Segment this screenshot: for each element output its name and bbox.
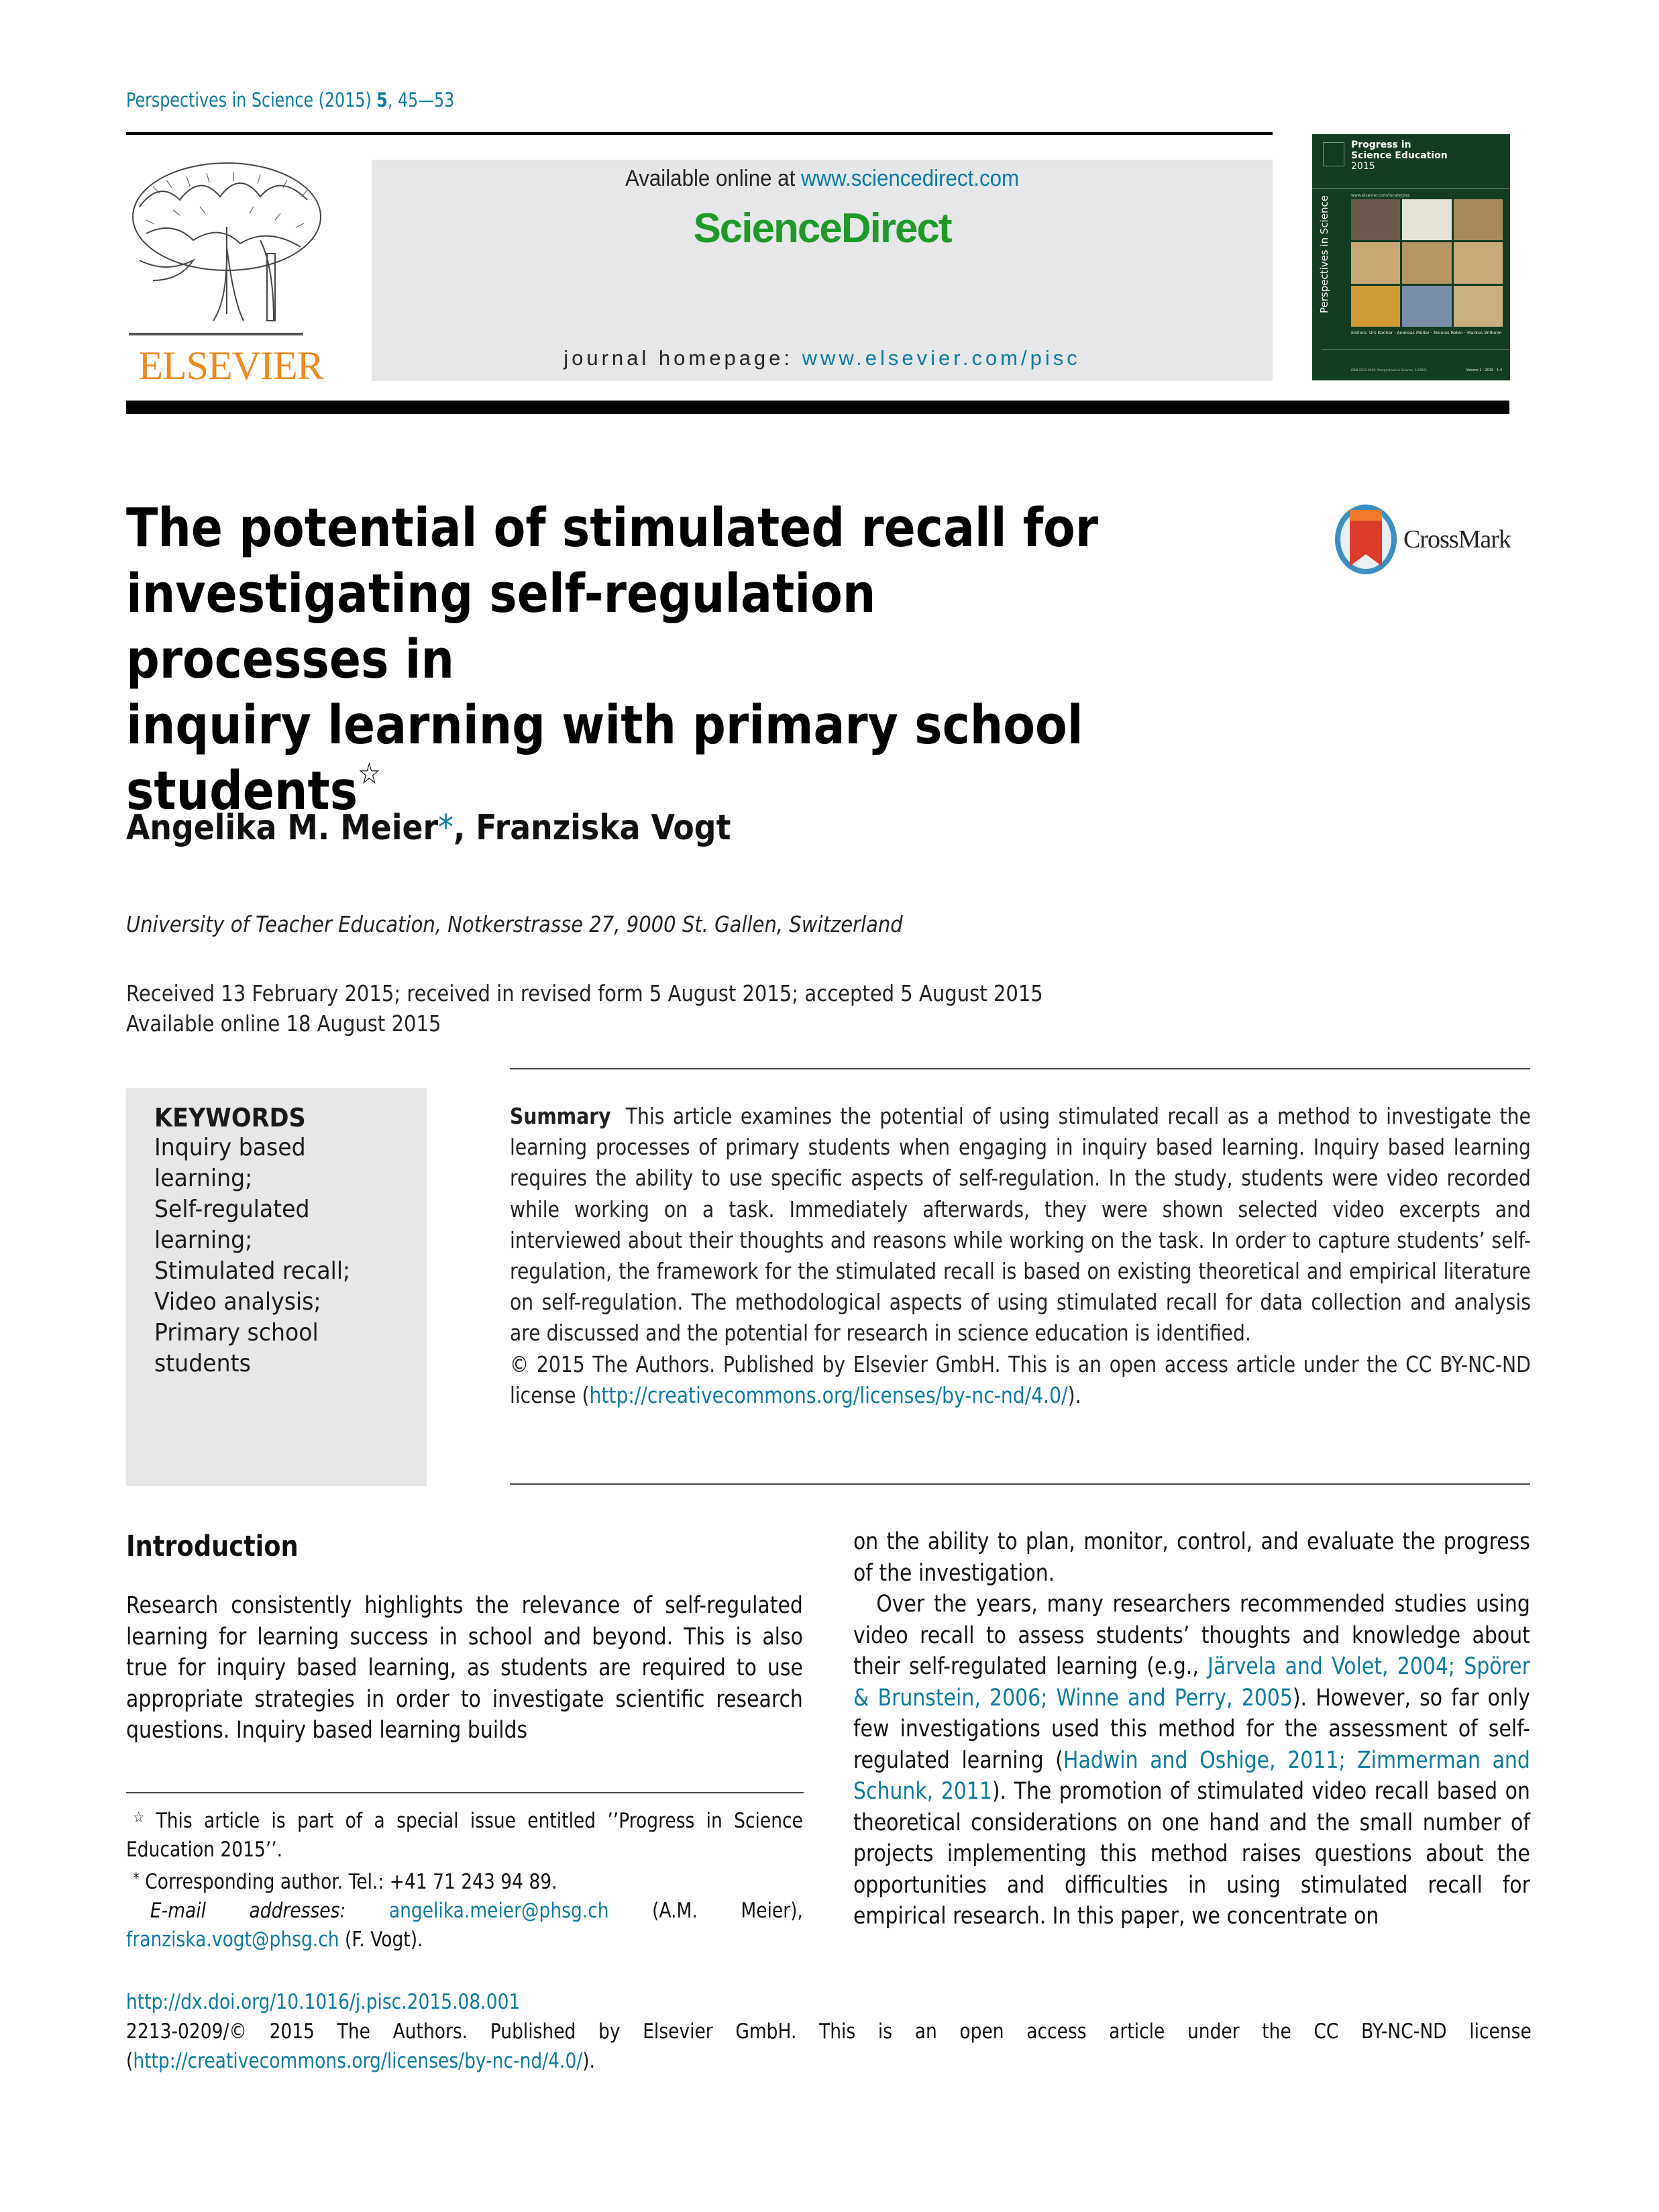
crossmark-badge[interactable] bbox=[1335, 505, 1536, 578]
intro-paragraph-1-continued: on the ability to plan, monitor, control, and evaluate the progress of the investigation. bbox=[853, 1528, 1530, 1587]
keyword-line: Video analysis; bbox=[154, 1288, 321, 1316]
cover-title-line1: Progress in bbox=[1351, 140, 1411, 150]
footnote-rule bbox=[126, 1792, 804, 1793]
footnote-asterisk-icon: * bbox=[133, 1871, 140, 1887]
abstract-bottom-rule bbox=[510, 1483, 1530, 1485]
citation-link[interactable]: Hadwin and Oshige, 2011; Zimmerman and Schunk, 2011 bbox=[853, 1746, 1530, 1805]
intro-right-column bbox=[853, 1526, 1530, 1932]
available-online-date: Available online 18 August 2015 bbox=[126, 1010, 441, 1037]
journal-citation bbox=[126, 89, 454, 111]
crossmark-label: CrossMark bbox=[1403, 525, 1511, 554]
title-line: inquiry learning with primary school bbox=[126, 694, 1083, 756]
cover-year: 2015 bbox=[1351, 161, 1375, 172]
keyword-line: learning; bbox=[154, 1226, 253, 1254]
homepage-label: journal homepage: bbox=[564, 346, 802, 370]
email-link[interactable]: angelika.meier@phsg.ch bbox=[388, 1899, 609, 1923]
intro-paragraph-2 bbox=[853, 1589, 1530, 1932]
cover-volume: Volume 1 · 2015 · 1-4 bbox=[1466, 368, 1502, 372]
footnote-corresponding: Corresponding author. Tel.: +41 71 243 94 89. bbox=[145, 1870, 557, 1894]
cover-elsevier-logo bbox=[1323, 142, 1344, 166]
sciencedirect-logo: ScienceDirect bbox=[693, 205, 951, 252]
footnote-special-issue: This article is part of a special issue entitled ’’Progress in Science Education 2015’’. bbox=[126, 1809, 803, 1862]
keyword-line: Inquiry based bbox=[154, 1134, 306, 1161]
article-history bbox=[126, 978, 1043, 1039]
author-list bbox=[126, 808, 731, 848]
author-name[interactable]: Angelika M. Meier bbox=[126, 808, 439, 848]
copyright-text: © 2015 The Authors. Published by Elsevier GmbH. This is an open access article under the CC BY-NC-ND license ( bbox=[510, 1351, 1531, 1408]
cover-editors: Editors: Urs Kocher · Andreas Müller · Nicolas Robin · Markus Wilhelm bbox=[1351, 330, 1502, 335]
journal-name: Perspectives in Science (2015) bbox=[126, 89, 377, 111]
cover-rule bbox=[1312, 188, 1510, 189]
paragraph-text: ). However, so far only few investigations used this method for the assessment of self-regulated learning ( bbox=[853, 1684, 1530, 1774]
keyword-line: students bbox=[154, 1350, 251, 1377]
page-footer bbox=[126, 1987, 1532, 2076]
intro-paragraph-1: Research consistently highlights the relevance of self-regulated learning for learning success in school and beyond. This is also true for inquiry based learning, as students are required to use appropriate strategies in order to investigate scientific research questions. Inquiry based learning builds bbox=[126, 1592, 803, 1744]
paragraph-text: ). The promotion of stimulated video recall based on theoretical considerations on one hand and the small number of projects implementing this method raises questions about the opportunities and difficulties in using stimulated recall for empirical research. In this paper, we concentrate on bbox=[853, 1778, 1530, 1930]
journal-pages: , 45—53 bbox=[387, 89, 455, 111]
cover-photo-grid bbox=[1351, 199, 1503, 327]
cover-issn: ISSN 2213-0209, Perspectives in Science, 1(2015) bbox=[1351, 369, 1427, 372]
summary-label: Summary bbox=[510, 1103, 611, 1129]
keyword-line: Primary school bbox=[154, 1319, 319, 1347]
citation-link[interactable]: Järvela and Volet, 2004; Spörer & Brunstein, 2006; Winne and Perry, 2005 bbox=[853, 1653, 1530, 1711]
header-rule bbox=[126, 132, 1273, 135]
corresponding-author-mark[interactable]: * bbox=[438, 808, 453, 848]
footer-license-link[interactable]: http://creativecommons.org/licenses/by-nc-nd/4.0/ bbox=[133, 2049, 583, 2073]
copyright-suffix: ). bbox=[1067, 1381, 1081, 1408]
affiliation: University of Teacher Education, Notkerstrasse 27, 9000 St. Gallen, Switzerland bbox=[126, 911, 903, 937]
footer-license-suffix: ). bbox=[582, 2049, 596, 2073]
elsevier-wordmark: ELSEVIER bbox=[138, 344, 323, 388]
title-footnote-star-icon[interactable]: ☆ bbox=[358, 757, 381, 791]
doi-link[interactable]: http://dx.doi.org/10.1016/j.pisc.2015.08.001 bbox=[126, 1990, 521, 2014]
author-name[interactable]: Franziska Vogt bbox=[476, 808, 731, 848]
homepage-link[interactable]: www.elsevier.com/pisc bbox=[802, 346, 1081, 370]
email-owner: (F. Vogt). bbox=[339, 1928, 423, 1952]
title-line: The potential of stimulated recall for bbox=[126, 497, 1099, 559]
journal-volume: 5 bbox=[376, 89, 388, 111]
keyword-line: Stimulated recall; bbox=[154, 1257, 351, 1285]
email-link[interactable]: franziska.vogt@phsg.ch bbox=[126, 1928, 339, 1952]
section-heading-introduction: Introduction bbox=[126, 1530, 299, 1563]
license-link[interactable]: http://creativecommons.org/licenses/by-nc-nd/4.0/ bbox=[589, 1381, 1068, 1408]
cover-journal-name: Perspectives in Science bbox=[1318, 195, 1330, 314]
email-label: E-mail addresses: bbox=[150, 1899, 346, 1923]
sciencedirect-link[interactable]: www.sciencedirect.com bbox=[800, 166, 1020, 191]
footnote-star-icon: ☆ bbox=[133, 1809, 151, 1826]
keyword-line: learning; bbox=[154, 1165, 253, 1192]
abstract bbox=[510, 1101, 1531, 1411]
crossmark-icon bbox=[1335, 505, 1397, 574]
abstract-top-rule bbox=[510, 1068, 1530, 1069]
journal-homepage-line bbox=[372, 346, 1273, 370]
title-line: students bbox=[126, 760, 358, 822]
journal-cover bbox=[1312, 134, 1510, 380]
footnotes bbox=[126, 1803, 803, 1954]
title-line: investigating self-regulation processes in bbox=[126, 563, 876, 690]
keywords-list bbox=[154, 1133, 350, 1379]
cover-url: www.elsevier.com/locate/pisc bbox=[1351, 193, 1411, 198]
summary-text: This article examines the potential of using stimulated recall as a method to investigate the learning processes of primary students when engaging in inquiry based learning. Inquiry based learning requires the ability to use specific aspects of self-regulation. In the study, students were video recorded while working on a task. Immediately afterwards, they were shown selected video excerpts and interviewed about their thoughts and reasons while working on the task. In order to capture students’ self-regulation, the framework for the stimulated recall is based on existing theoretical and empirical literature on self-regulation. The methodological aspects of using stimulated recall for data collection and analysis are discussed and the potential for research in science education is identified. bbox=[510, 1103, 1531, 1347]
author-separator: , bbox=[453, 808, 476, 848]
article-title bbox=[126, 495, 1130, 824]
email-owner: (A.M. Meier), bbox=[608, 1899, 803, 1923]
footer-license-text: 2213-0209/© 2015 The Authors. Published by Elsevier GmbH. This is an open access article under the CC BY-NC-ND license ( bbox=[126, 2019, 1532, 2073]
available-online-line bbox=[408, 166, 1237, 192]
keyword-line: Self-regulated bbox=[154, 1196, 310, 1223]
cover-title-line2: Science Education bbox=[1351, 150, 1448, 161]
header-thick-bar bbox=[126, 401, 1509, 414]
available-online-label: Available online at bbox=[625, 166, 801, 191]
paragraph-text: Over the years, many researchers recommended studies using video recall to assess students’ thoughts and knowledge about their self-regulated learning (e.g., bbox=[853, 1591, 1530, 1680]
keywords-heading: KEYWORDS bbox=[154, 1103, 306, 1133]
received-dates: Received 13 February 2015; received in revised form 5 August 2015; accepted 5 August 2015 bbox=[126, 980, 1043, 1006]
